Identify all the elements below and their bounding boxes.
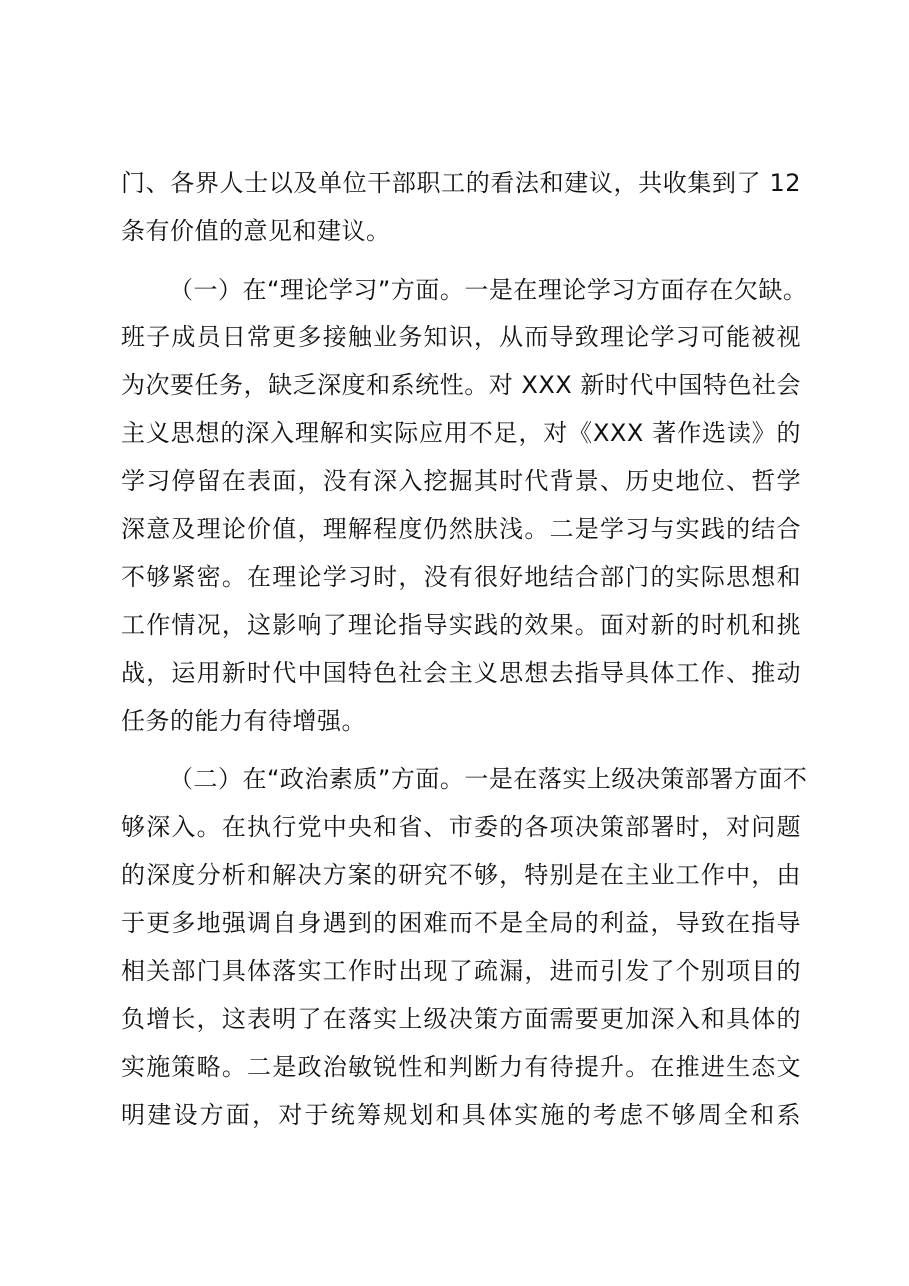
section-theory-study-line: 工作情况，这影响了理论指导实践的效果。面对新的时机和挑 bbox=[121, 611, 801, 639]
section-theory-study-line: 学习停留在表面，没有深入挖掘其时代背景、历史地位、哲学 bbox=[121, 467, 801, 495]
section-political-quality-line: 的深度分析和解决方案的研究不够，特别是在主业工作中，由 bbox=[121, 861, 801, 889]
paragraph-intro-line-1: 门、各界人士以及单位干部职工的看法和建议，共收集到了 12 bbox=[121, 169, 801, 197]
section-theory-study-line: 任务的能力有待增强。 bbox=[121, 707, 366, 735]
section-theory-study-line: 为次要任务，缺乏深度和系统性。对 XXX 新时代中国特色社会 bbox=[121, 371, 801, 399]
section-theory-study-line: 战，运用新时代中国特色社会主义思想去指导具体工作、推动 bbox=[121, 659, 801, 687]
section-theory-study-line: 深意及理论价值，理解程度仍然肤浅。二是学习与实践的结合 bbox=[121, 515, 801, 543]
section-theory-study-heading-line: （一）在“理论学习”方面。一是在理论学习方面存在欠缺。 bbox=[169, 276, 808, 304]
section-theory-study-line: 主义思想的深入理解和实际应用不足，对《XXX 著作选读》的 bbox=[121, 419, 801, 447]
section-political-quality-line: 负增长，这表明了在落实上级决策方面需要更加深入和具体的 bbox=[121, 1005, 801, 1033]
section-political-quality-line: 够深入。在执行党中央和省、市委的各项决策部署时，对问题 bbox=[121, 813, 801, 841]
section-political-quality-line: 实施策略。二是政治敏锐性和判断力有待提升。在推进生态文 bbox=[121, 1053, 801, 1081]
section-political-quality-line: 明建设方面，对于统筹规划和具体实施的考虑不够周全和系 bbox=[121, 1101, 801, 1129]
paragraph-intro-line-2: 条有价值的意见和建议。 bbox=[121, 217, 391, 245]
section-political-quality-heading-line: （二）在“政治素质”方面。一是在落实上级决策部署方面不 bbox=[169, 765, 808, 793]
section-political-quality-line: 于更多地强调自身遇到的困难而不是全局的利益，导致在指导 bbox=[121, 909, 801, 937]
section-theory-study-line: 不够紧密。在理论学习时，没有很好地结合部门的实际思想和 bbox=[121, 563, 801, 591]
section-theory-study-line: 班子成员日常更多接触业务知识，从而导致理论学习可能被视 bbox=[121, 323, 801, 351]
section-political-quality-line: 相关部门具体落实工作时出现了疏漏，进而引发了个别项目的 bbox=[121, 957, 801, 985]
